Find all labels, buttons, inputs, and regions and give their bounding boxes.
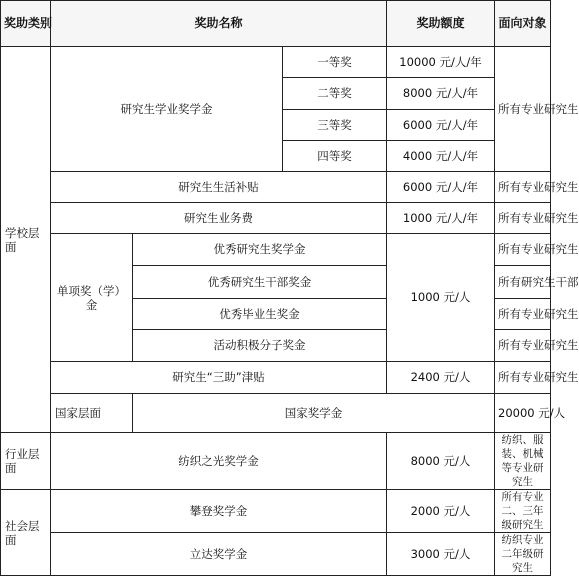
section-school: 学校层面 xyxy=(1,47,51,433)
single-amount: 1000 元/人 xyxy=(387,234,495,362)
sanzhu-target: 所有专业研究生 xyxy=(495,362,551,394)
header-name: 奖助名称 xyxy=(51,1,387,47)
business-amount: 1000 元/人/年 xyxy=(387,203,495,234)
tier-amount: 10000 元/人/年 xyxy=(387,47,495,78)
single-item-target: 所有专业研究生 xyxy=(495,330,551,362)
table-row xyxy=(1,172,551,203)
single-item-label: 活动积极分子奖金 xyxy=(133,330,387,362)
living-name: 研究生生活补贴 xyxy=(51,172,387,203)
sanzhu-name: 研究生“三助”津贴 xyxy=(51,362,387,394)
society-name: 攀登奖学金 xyxy=(51,490,387,533)
industry-amount: 8000 元/人 xyxy=(387,433,495,490)
header-target: 面向对象 xyxy=(495,1,551,47)
single-item-label: 优秀研究生奖学金 xyxy=(133,234,387,266)
sanzhu-amount: 2400 元/人 xyxy=(387,362,495,394)
national-name: 国家奖学金 xyxy=(133,394,495,433)
national-amount: 20000 元/人 xyxy=(495,394,551,433)
table-row xyxy=(1,490,551,533)
table-row xyxy=(1,433,551,490)
tier-label: 二等奖 xyxy=(283,78,387,110)
header-row xyxy=(1,1,551,47)
living-target: 所有专业研究生 xyxy=(495,172,551,203)
tier-amount: 8000 元/人/年 xyxy=(387,78,495,110)
academic-name: 研究生学业奖学金 xyxy=(51,47,283,172)
table-row xyxy=(1,234,551,266)
single-item-label: 优秀研究生干部奖金 xyxy=(133,266,387,299)
tier-label: 三等奖 xyxy=(283,110,387,141)
tier-label: 四等奖 xyxy=(283,141,387,172)
single-item-label: 优秀毕业生奖金 xyxy=(133,299,387,330)
section-national: 国家层面 xyxy=(51,394,133,433)
society-target: 纺织专业二年级研究生 xyxy=(495,533,551,576)
section-industry: 行业层面 xyxy=(1,433,51,490)
society-name: 立达奖学金 xyxy=(51,533,387,576)
table-row xyxy=(1,47,551,78)
society-amount: 3000 元/人 xyxy=(387,533,495,576)
tier-amount: 6000 元/人/年 xyxy=(387,110,495,141)
academic-target: 所有专业研究生 xyxy=(495,47,551,172)
business-name: 研究生业务费 xyxy=(51,203,387,234)
tier-amount: 4000 元/人/年 xyxy=(387,141,495,172)
table-row xyxy=(1,203,551,234)
living-amount: 6000 元/人/年 xyxy=(387,172,495,203)
single-item-target: 所有研究生干部 xyxy=(495,266,551,299)
single-item-target: 所有专业研究生 xyxy=(495,299,551,330)
business-target: 所有专业研究生 xyxy=(495,203,551,234)
society-target: 所有专业二、三年级研究生 xyxy=(495,490,551,533)
section-society: 社会层面 xyxy=(1,490,51,576)
header-amount: 奖助额度 xyxy=(387,1,495,47)
single-name: 单项奖（学）金 xyxy=(51,234,133,362)
industry-name: 纺织之光奖学金 xyxy=(51,433,387,490)
society-amount: 2000 元/人 xyxy=(387,490,495,533)
industry-target: 纺织、服装、机械等专业研究生 xyxy=(495,433,551,490)
table-row xyxy=(1,533,551,576)
table-row xyxy=(1,394,551,433)
table-row xyxy=(1,362,551,394)
tier-label: 一等奖 xyxy=(283,47,387,78)
single-item-target: 所有专业研究生 xyxy=(495,234,551,266)
header-category: 奖助类别 xyxy=(1,1,51,47)
